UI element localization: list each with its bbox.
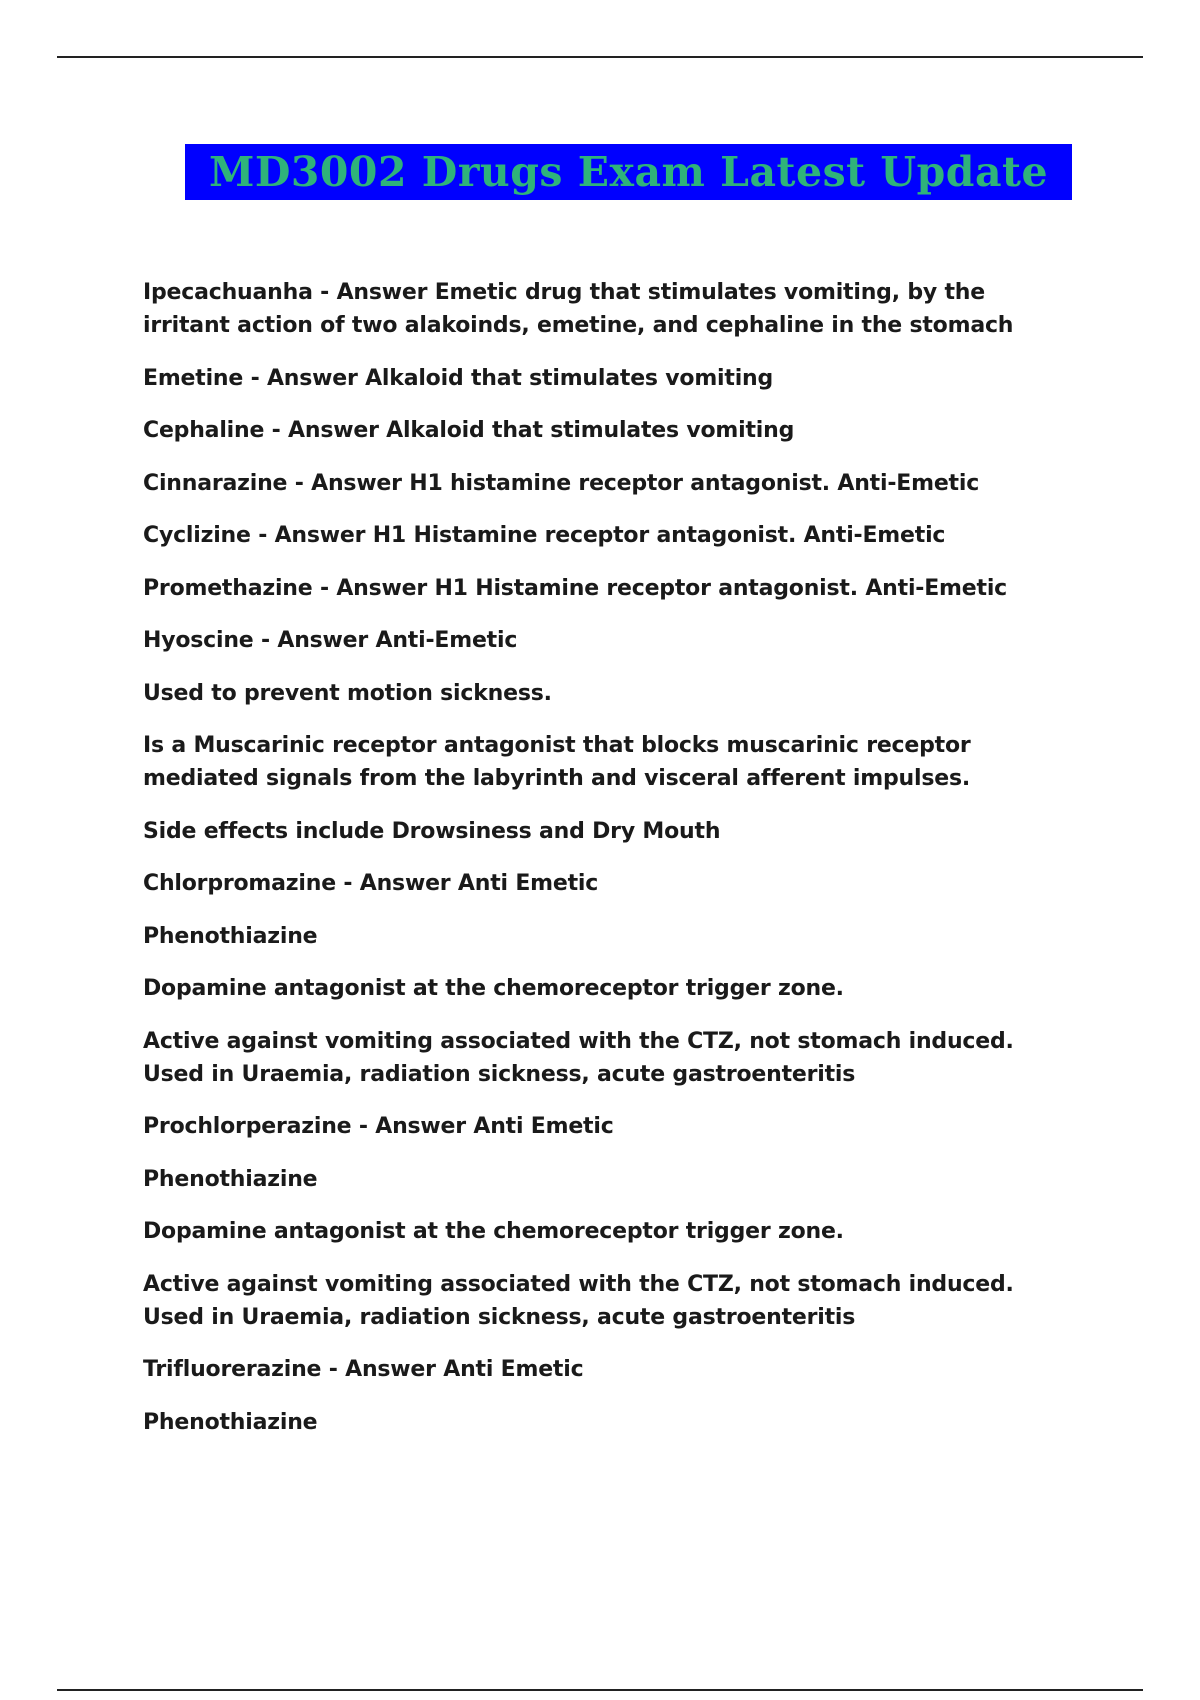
entry-chlorpromazine: Chlorpromazine - Answer Anti Emetic — [143, 871, 599, 896]
entry-emetine: Emetine - Answer Alkaloid that stimulates vomiting — [143, 365, 774, 391]
top-rule — [57, 56, 1143, 58]
title-banner — [185, 144, 1072, 200]
entry-ipecachuanha: Ipecachuanha - Answer Emetic drug that stimulates vomiting, by the irritant action of two alakoinds, emetine, and cephaline in the stomach — [143, 280, 1014, 338]
entry-hyoscine-mechanism: Is a Muscarinic receptor antagonist that blocks muscarinic receptor mediated signals from the labyrinth and visceral afferent impulses. — [143, 733, 971, 791]
entry-cyclizine: Cyclizine - Answer H1 Histamine receptor antagonist. Anti-Emetic — [143, 523, 946, 548]
entry-prochlorperazine-mechanism: Dopamine antagonist at the chemoreceptor trigger zone. — [143, 1219, 844, 1244]
entry-promethazine: Promethazine - Answer H1 Histamine receptor antagonist. Anti-Emetic — [143, 575, 1008, 601]
entry-hyoscine: Hyoscine - Answer Anti-Emetic — [143, 628, 518, 653]
entry-cephaline: Cephaline - Answer Alkaloid that stimulates vomiting — [143, 418, 795, 443]
bottom-rule — [57, 1689, 1143, 1691]
entry-prochlorperazine: Prochlorperazine - Answer Anti Emetic — [143, 1114, 614, 1139]
document-title: MD3002 Drugs Exam Latest Update — [208, 147, 1049, 196]
entry-hyoscine-side-effects: Side effects include Drowsiness and Dry Mouth — [143, 818, 721, 844]
entry-hyoscine-use: Used to prevent motion sickness. — [143, 680, 552, 706]
entry-chlorpromazine-mechanism: Dopamine antagonist at the chemoreceptor trigger zone. — [143, 976, 844, 1001]
entry-prochlorperazine-use: Active against vomiting associated with the CTZ, not stomach induced. Used in Uraemia, radiation sickness, acute gastroenteritis — [143, 1271, 1014, 1330]
entry-cinnarazine: Cinnarazine - Answer H1 histamine receptor antagonist. Anti-Emetic — [143, 470, 980, 496]
entry-chlorpromazine-use: Active against vomiting associated with the CTZ, not stomach induced. Used in Uraemia, radiation sickness, acute gastroenteritis — [143, 1028, 1014, 1087]
entry-trifluorerazine: Trifluorerazine - Answer Anti Emetic — [143, 1357, 584, 1382]
entry-trifluorerazine-class: Phenothiazine — [143, 1409, 318, 1435]
entry-chlorpromazine-class: Phenothiazine — [143, 923, 318, 949]
document-body — [143, 276, 1073, 1458]
entry-prochlorperazine-class: Phenothiazine — [143, 1166, 318, 1192]
